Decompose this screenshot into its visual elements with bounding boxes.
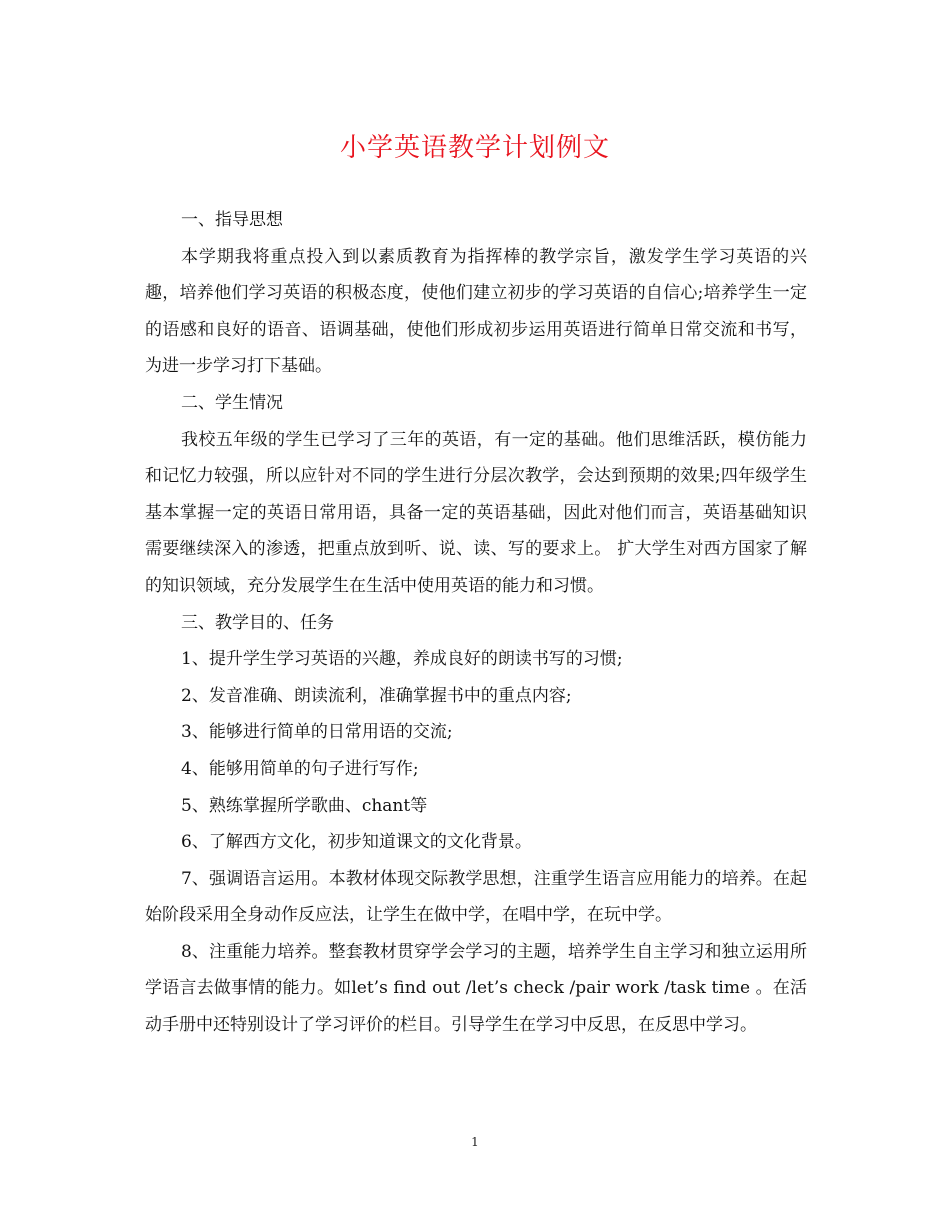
- goal-item-1: 1、提升学生学习英语的兴趣，养成良好的朗读书写的习惯;: [181, 649, 623, 670]
- goal-item-2: 2、发音准确、朗读流利，准确掌握书中的重点内容;: [181, 685, 572, 706]
- goal-item-4: 4、能够用简单的句子进行写作;: [181, 758, 419, 779]
- goal-item-5: 5、熟练掌握所学歌曲、chant等: [181, 795, 428, 816]
- goal-item-8: 8、注重能力培养。整套教材贯穿学会学习的主题，培养学生自主学习和独立运用所学语言去做事情的能力。如let’s find out /let’s check /pair work /task time 。在活动手册中还特别设计了学习评价的栏目。引导学生在学习中反思，在反思中学习。: [145, 941, 807, 1036]
- heading-teaching-goals: 三、教学目的、任务: [181, 612, 334, 633]
- heading-student-situation: 二、学生情况: [181, 392, 283, 413]
- goal-item-7: 7、强调语言运用。本教材体现交际教学思想，注重学生语言应用能力的培养。在起始阶段采用全身动作反应法，让学生在做中学，在唱中学，在玩中学。: [145, 868, 807, 926]
- paragraph-student-situation: 我校五年级的学生已学习了三年的英语，有一定的基础。他们思维活跃，模仿能力和记忆力较强，所以应针对不同的学生进行分层次教学，会达到预期的效果;四年级学生基本掌握一定的英语日常用语，具备一定的英语基础，因此对他们而言，英语基础知识需要继续深入的渗透，把重点放到听、说、读、写的要求上。 扩大学生对西方国家了解的知识领域，充分发展学生在生活中使用英语的能力和习惯。: [145, 429, 807, 596]
- goal-item-6: 6、了解西方文化，初步知道课文的文化背景。: [181, 832, 532, 853]
- document-title: 小学英语教学计划例文: [339, 133, 610, 163]
- page-number: 1: [471, 1135, 479, 1149]
- goal-item-3: 3、能够进行简单的日常用语的交流;: [181, 722, 453, 743]
- heading-guiding-ideology: 一、指导思想: [181, 210, 283, 230]
- paragraph-guiding-ideology: 本学期我将重点投入到以素质教育为指挥棒的教学宗旨，激发学生学习英语的兴趣，培养他们学习英语的积极态度，使他们建立初步的学习英语的自信心;培养学生一定的语感和良好的语音、语调基础，使他们形成初步运用英语进行简单日常交流和书写，为进一步学习打下基础。: [145, 246, 807, 377]
- document-body: [145, 202, 807, 1044]
